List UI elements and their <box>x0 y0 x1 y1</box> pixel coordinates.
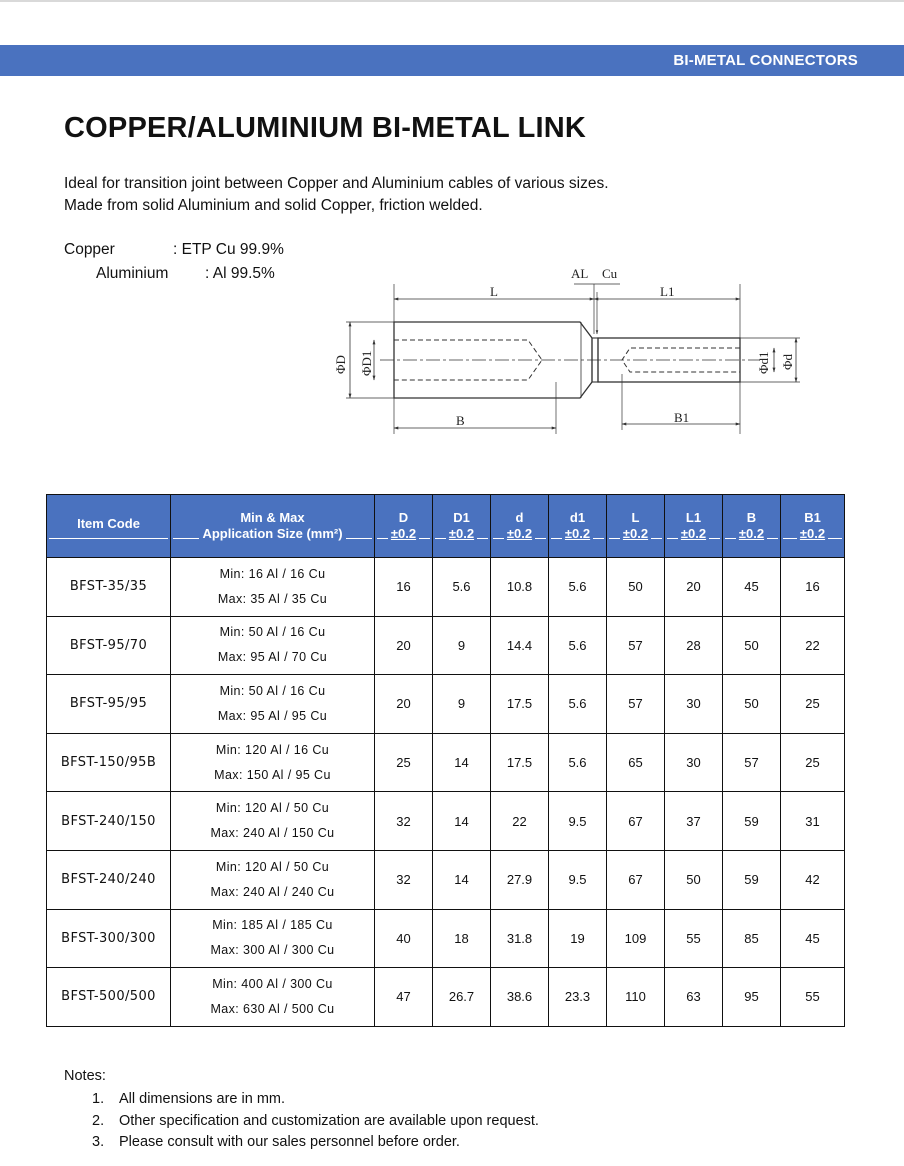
dim-b-cell: 45 <box>723 558 781 617</box>
dim-b-cell: 57 <box>723 733 781 792</box>
top-rule <box>0 0 904 2</box>
dim-d-cell: 17.5 <box>491 675 549 734</box>
application-size-cell <box>171 792 375 851</box>
table-row <box>47 792 845 851</box>
application-size-cell <box>171 733 375 792</box>
application-min: Min: 50 Al / 16 Cu <box>219 625 326 640</box>
application-min: Min: 120 Al / 16 Cu <box>215 742 330 757</box>
table-row <box>47 968 845 1027</box>
description-line-2: Made from solid Aluminium and solid Copper, friction welded. <box>64 197 483 214</box>
dim-d-cell: 25 <box>375 733 433 792</box>
bimetal-link-drawing <box>330 262 810 440</box>
dim-b1-cell: 31 <box>781 792 845 851</box>
dim-d-cell: 17.5 <box>491 733 549 792</box>
dim-l-cell: 65 <box>607 733 665 792</box>
header-d1-small: d1 ±0.2 <box>549 495 607 558</box>
dim-d1-cell: 9 <box>433 675 491 734</box>
item-code-cell: BFST-300/300 <box>47 909 171 968</box>
dim-d-cell: 20 <box>375 616 433 675</box>
application-max: Max: 95 Al / 70 Cu <box>217 650 328 665</box>
header-d1: D1 ±0.2 <box>433 495 491 558</box>
dim-d1-cell: 5.6 <box>549 558 607 617</box>
label-l: L <box>490 284 498 299</box>
label-b1: B1 <box>674 410 690 425</box>
dim-d1-cell: 5.6 <box>549 675 607 734</box>
item-code-cell: BFST-95/70 <box>47 616 171 675</box>
specification-table <box>46 494 845 1027</box>
dim-b1-cell: 55 <box>781 968 845 1027</box>
material-value-copper: : ETP Cu 99.9% <box>173 241 284 258</box>
page-title: COPPER/ALUMINIUM BI-METAL LINK <box>64 112 587 144</box>
dim-b1-cell: 22 <box>781 616 845 675</box>
material-label-aluminium: Aluminium <box>96 265 169 282</box>
header-d-small: d ±0.2 <box>491 495 549 558</box>
application-max: Max: 630 Al / 500 Cu <box>210 1001 335 1016</box>
dim-d1-cell: 5.6 <box>549 733 607 792</box>
dim-b-cell: 59 <box>723 850 781 909</box>
label-d1-inner: Φd1 <box>756 351 771 374</box>
dim-b-cell: 85 <box>723 909 781 968</box>
label-d1-outer: ΦD1 <box>359 350 374 376</box>
dim-d1-cell: 5.6 <box>433 558 491 617</box>
application-min: Min: 400 Al / 300 Cu <box>212 976 333 991</box>
dim-l1-cell: 28 <box>665 616 723 675</box>
application-min: Min: 16 Al / 16 Cu <box>219 566 326 581</box>
item-code-cell: BFST-95/95 <box>47 675 171 734</box>
dim-b-cell: 50 <box>723 675 781 734</box>
application-min: Min: 50 Al / 16 Cu <box>219 683 326 698</box>
table-row <box>47 733 845 792</box>
label-al: AL <box>571 266 589 281</box>
item-code-cell: BFST-35/35 <box>47 558 171 617</box>
table-row <box>47 850 845 909</box>
application-size-cell <box>171 675 375 734</box>
dim-d-cell: 38.6 <box>491 968 549 1027</box>
dim-b-cell: 50 <box>723 616 781 675</box>
dim-l-cell: 110 <box>607 968 665 1027</box>
label-d-inner: Φd <box>780 353 795 370</box>
dim-l1-cell: 63 <box>665 968 723 1027</box>
aluminium-body <box>394 322 592 398</box>
dim-b-cell: 95 <box>723 968 781 1027</box>
dim-d1-cell: 26.7 <box>433 968 491 1027</box>
dim-d-cell: 47 <box>375 968 433 1027</box>
dim-d1-cell: 14 <box>433 850 491 909</box>
description-line-1: Ideal for transition joint between Copper and Aluminium cables of various sizes. <box>64 175 609 192</box>
dim-l1-cell: 50 <box>665 850 723 909</box>
table-header-row <box>47 495 845 558</box>
header-banner <box>0 45 904 76</box>
application-size-cell <box>171 968 375 1027</box>
header-b1: B1 ±0.2 <box>781 495 845 558</box>
dim-d-cell: 16 <box>375 558 433 617</box>
dim-l1-cell: 30 <box>665 675 723 734</box>
application-min: Min: 120 Al / 50 Cu <box>215 801 330 816</box>
dim-d1-cell: 5.6 <box>549 616 607 675</box>
item-code-cell: BFST-150/95B <box>47 733 171 792</box>
label-l1: L1 <box>660 284 675 299</box>
application-max: Max: 240 Al / 240 Cu <box>210 884 335 899</box>
dim-l-cell: 57 <box>607 616 665 675</box>
banner-title: BI-METAL CONNECTORS <box>673 52 858 69</box>
header-l: L ±0.2 <box>607 495 665 558</box>
header-application-size: Min & Max Application Size (mm²) <box>171 495 375 558</box>
dim-d1-cell: 14 <box>433 733 491 792</box>
dim-l-cell: 67 <box>607 792 665 851</box>
item-code-cell: BFST-240/150 <box>47 792 171 851</box>
dim-d-cell: 31.8 <box>491 909 549 968</box>
dim-l-cell: 67 <box>607 850 665 909</box>
header-b: B ±0.2 <box>723 495 781 558</box>
dim-d1-cell: 9 <box>433 616 491 675</box>
dim-b1-cell: 25 <box>781 675 845 734</box>
label-cu: Cu <box>602 266 618 281</box>
material-label-copper: Copper <box>64 241 115 258</box>
dim-l1-cell: 55 <box>665 909 723 968</box>
header-l1: L1 ±0.2 <box>665 495 723 558</box>
dim-b1-cell: 16 <box>781 558 845 617</box>
dim-l-cell: 109 <box>607 909 665 968</box>
header-d: D ±0.2 <box>375 495 433 558</box>
application-size-cell <box>171 558 375 617</box>
application-min: Min: 120 Al / 50 Cu <box>215 859 330 874</box>
dim-b1-cell: 45 <box>781 909 845 968</box>
dim-d-cell: 32 <box>375 792 433 851</box>
application-max: Max: 300 Al / 300 Cu <box>210 943 335 958</box>
dim-l1-cell: 37 <box>665 792 723 851</box>
dim-b-cell: 59 <box>723 792 781 851</box>
notes-title: Notes: <box>64 1068 106 1084</box>
header-item-code: Item Code <box>47 495 171 558</box>
dim-d-cell: 10.8 <box>491 558 549 617</box>
application-max: Max: 150 Al / 95 Cu <box>214 767 331 782</box>
dim-d1-cell: 19 <box>549 909 607 968</box>
notes-list <box>92 1089 539 1154</box>
dim-d-cell: 32 <box>375 850 433 909</box>
dim-d-cell: 14.4 <box>491 616 549 675</box>
application-max: Max: 95 Al / 95 Cu <box>217 708 328 723</box>
application-max: Max: 35 Al / 35 Cu <box>217 591 328 606</box>
application-max: Max: 240 Al / 150 Cu <box>210 826 335 841</box>
table-row <box>47 616 845 675</box>
dim-l1-cell: 30 <box>665 733 723 792</box>
application-min: Min: 185 Al / 185 Cu <box>212 918 333 933</box>
item-code-cell: BFST-500/500 <box>47 968 171 1027</box>
dim-b1-cell: 25 <box>781 733 845 792</box>
table-row <box>47 558 845 617</box>
application-size-cell <box>171 616 375 675</box>
dim-b1-cell: 42 <box>781 850 845 909</box>
application-size-cell <box>171 909 375 968</box>
note-item: 1. All dimensions are in mm. <box>92 1091 285 1107</box>
table-row <box>47 909 845 968</box>
dim-l-cell: 57 <box>607 675 665 734</box>
dim-d-cell: 27.9 <box>491 850 549 909</box>
dim-d1-cell: 14 <box>433 792 491 851</box>
note-item: 3. Please consult with our sales personnel before order. <box>92 1134 460 1150</box>
table-row <box>47 675 845 734</box>
dim-d1-cell: 23.3 <box>549 968 607 1027</box>
dim-d1-cell: 9.5 <box>549 792 607 851</box>
application-size-cell <box>171 850 375 909</box>
dim-d1-cell: 9.5 <box>549 850 607 909</box>
dim-l1-cell: 20 <box>665 558 723 617</box>
dim-d-cell: 20 <box>375 675 433 734</box>
label-d-outer: ΦD <box>333 355 348 374</box>
material-value-aluminium: : Al 99.5% <box>205 265 275 282</box>
note-item: 2. Other specification and customization are available upon request. <box>92 1112 539 1129</box>
label-b: B <box>456 413 465 428</box>
dim-d-cell: 22 <box>491 792 549 851</box>
dim-d1-cell: 18 <box>433 909 491 968</box>
item-code-cell: BFST-240/240 <box>47 850 171 909</box>
dim-l-cell: 50 <box>607 558 665 617</box>
dim-d-cell: 40 <box>375 909 433 968</box>
